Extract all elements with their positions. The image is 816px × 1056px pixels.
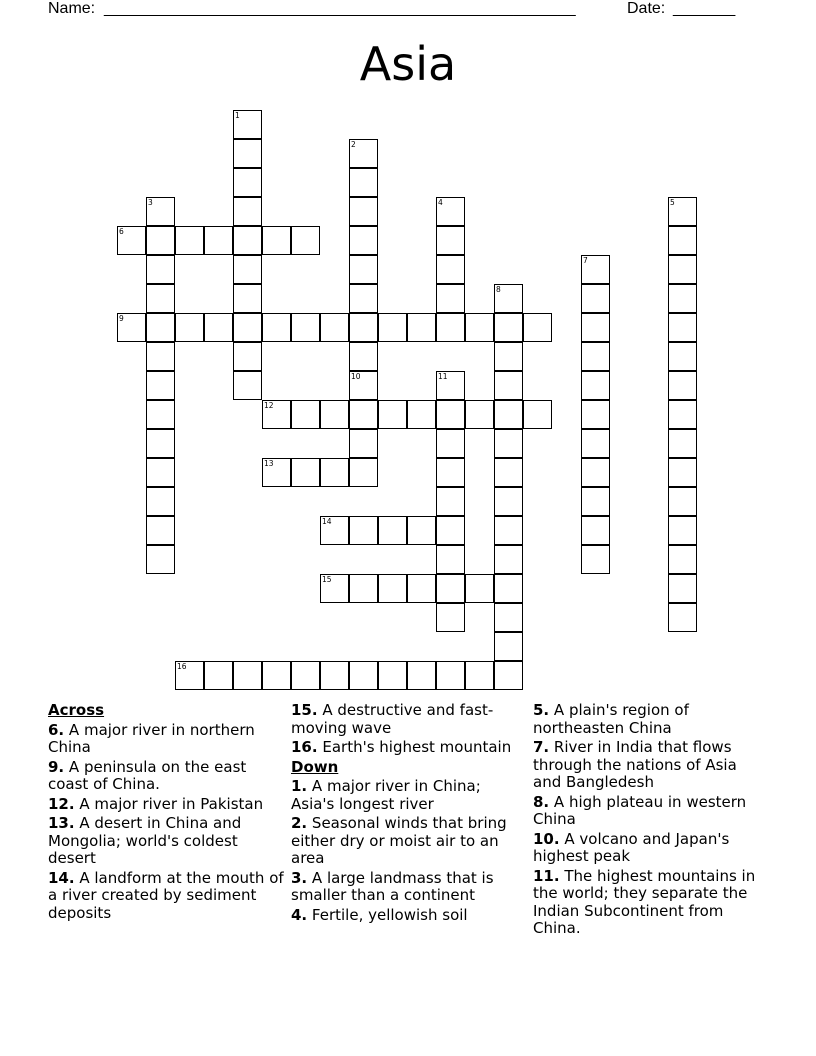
- crossword-cell[interactable]: [378, 574, 407, 603]
- clue-text: A plain's region of northeasten China: [533, 701, 689, 737]
- clue-number: 12.: [48, 794, 75, 813]
- crossword-cell[interactable]: [494, 545, 523, 574]
- crossword-cell[interactable]: [668, 545, 697, 574]
- crossword-cell[interactable]: [668, 342, 697, 371]
- crossword-cell[interactable]: [465, 661, 494, 690]
- crossword-cell[interactable]: [349, 313, 378, 342]
- crossword-cell[interactable]: [204, 313, 233, 342]
- crossword-cell[interactable]: [146, 458, 175, 487]
- clue-number: 2.: [291, 814, 308, 832]
- crossword-cell[interactable]: [436, 458, 465, 487]
- crossword-cell[interactable]: [494, 371, 523, 400]
- clue-text: A major river in China; Asia's longest river: [291, 777, 481, 813]
- clue-down-7: [533, 739, 769, 792]
- across-heading: Across: [48, 701, 105, 719]
- clue-number: 11.: [533, 866, 560, 885]
- crossword-cell[interactable]: [668, 197, 697, 226]
- cell-number: 4: [438, 198, 443, 207]
- crossword-cell[interactable]: [349, 458, 378, 487]
- crossword-cell[interactable]: [349, 661, 378, 690]
- crossword-cell[interactable]: [349, 429, 378, 458]
- crossword-cell[interactable]: [581, 429, 610, 458]
- crossword-cell[interactable]: [668, 400, 697, 429]
- cell-number: 8: [496, 285, 501, 294]
- clue-number: 1.: [291, 777, 308, 795]
- crossword-cell[interactable]: [262, 661, 291, 690]
- clue-column-3: [533, 702, 769, 940]
- clue-text: A destructive and fast-moving wave: [291, 701, 494, 737]
- clue-text: The highest mountains in the world; they separate the Indian Subcontinent from China.: [533, 866, 756, 937]
- crossword-cell[interactable]: [146, 313, 175, 342]
- crossword-cell[interactable]: [378, 313, 407, 342]
- clue-down-5: [533, 702, 769, 737]
- crossword-cell[interactable]: [494, 313, 523, 342]
- crossword-cell[interactable]: [436, 313, 465, 342]
- clue-down-10: [533, 831, 769, 866]
- crossword-cell[interactable]: [320, 516, 349, 545]
- crossword-cell[interactable]: [494, 632, 523, 661]
- cell-number: 1: [235, 111, 240, 120]
- crossword-cell[interactable]: [523, 313, 552, 342]
- crossword-cell[interactable]: [349, 574, 378, 603]
- crossword-cell[interactable]: [146, 487, 175, 516]
- clue-text: A peninsula on the east coast of China.: [48, 757, 247, 793]
- page-title: Asia: [359, 37, 457, 91]
- crossword-cell[interactable]: [233, 197, 262, 226]
- crossword-cell[interactable]: [291, 458, 320, 487]
- crossword-cell[interactable]: [320, 313, 349, 342]
- crossword-cell[interactable]: [233, 342, 262, 371]
- crossword-cell[interactable]: [349, 226, 378, 255]
- crossword-cell[interactable]: [494, 603, 523, 632]
- crossword-cell[interactable]: [146, 545, 175, 574]
- crossword-cell[interactable]: [349, 168, 378, 197]
- clue-text: River in India that flows through the nations of Asia and Bangledesh: [533, 738, 737, 791]
- crossword-cell[interactable]: [581, 516, 610, 545]
- clue-number: 16.: [291, 738, 318, 756]
- clue-number: 5.: [533, 701, 550, 719]
- clue-across-12: [48, 796, 284, 814]
- crossword-cell[interactable]: [668, 313, 697, 342]
- clue-number: 7.: [533, 738, 550, 756]
- crossword-cell[interactable]: [581, 487, 610, 516]
- clue-across-16: [291, 739, 527, 757]
- clue-across-14: [48, 870, 284, 923]
- crossword-cell[interactable]: [291, 226, 320, 255]
- crossword-cell[interactable]: [378, 400, 407, 429]
- crossword-cell[interactable]: [436, 400, 465, 429]
- crossword-cell[interactable]: [436, 255, 465, 284]
- crossword-cell[interactable]: [378, 516, 407, 545]
- clue-text: A major river in northern China: [48, 720, 255, 756]
- crossword-cell[interactable]: [175, 313, 204, 342]
- down-heading: Down: [291, 757, 339, 776]
- crossword-cell[interactable]: [146, 429, 175, 458]
- clue-down-4: [291, 907, 527, 925]
- clue-across-15: [291, 702, 527, 737]
- cell-number: 14: [322, 517, 332, 526]
- clue-text: A major river in Pakistan: [79, 794, 264, 813]
- crossword-cell[interactable]: [349, 139, 378, 168]
- cell-number: 11: [438, 372, 448, 381]
- clue-down-2: [291, 815, 527, 868]
- crossword-cell[interactable]: [436, 545, 465, 574]
- clue-text: A large landmass that is smaller than a continent: [291, 868, 494, 904]
- crossword-cell[interactable]: [465, 574, 494, 603]
- crossword-cell[interactable]: [117, 226, 146, 255]
- cell-number: 9: [119, 314, 124, 323]
- clue-down-3: [291, 870, 527, 905]
- crossword-cell[interactable]: [262, 400, 291, 429]
- clue-text: A landform at the mouth of a river created by sediment deposits: [48, 868, 284, 922]
- crossword-cell[interactable]: [465, 400, 494, 429]
- clue-number: 6.: [48, 720, 65, 739]
- crossword-cell[interactable]: [581, 342, 610, 371]
- crossword-cell[interactable]: [494, 342, 523, 371]
- clue-text: A volcano and Japan's highest peak: [533, 829, 730, 865]
- name-label: Name:: [48, 0, 96, 17]
- cell-number: 16: [177, 662, 187, 671]
- crossword-cell[interactable]: [146, 226, 175, 255]
- crossword-cell[interactable]: [233, 284, 262, 313]
- crossword-cell[interactable]: [494, 516, 523, 545]
- crossword-cell[interactable]: [233, 313, 262, 342]
- crossword-cell[interactable]: [407, 400, 436, 429]
- crossword-cell[interactable]: [349, 342, 378, 371]
- crossword-cell[interactable]: [349, 516, 378, 545]
- crossword-cell[interactable]: [204, 226, 233, 255]
- clue-down-1: [291, 778, 527, 813]
- crossword-cell[interactable]: [581, 255, 610, 284]
- crossword-cell[interactable]: [291, 661, 320, 690]
- clue-column-1: [48, 702, 284, 924]
- crossword-cell[interactable]: [320, 574, 349, 603]
- crossword-cell[interactable]: [436, 429, 465, 458]
- crossword-cell[interactable]: [349, 255, 378, 284]
- crossword-cell[interactable]: [233, 139, 262, 168]
- date-input-line[interactable]: _______: [673, 0, 736, 17]
- crossword-cell[interactable]: [668, 487, 697, 516]
- crossword-cell[interactable]: [494, 487, 523, 516]
- crossword-cell[interactable]: [407, 313, 436, 342]
- crossword-cell[interactable]: [146, 197, 175, 226]
- crossword-cell[interactable]: [262, 458, 291, 487]
- crossword-cell[interactable]: [465, 313, 494, 342]
- clue-text: Earth's highest mountain: [322, 738, 512, 756]
- crossword-cell[interactable]: [407, 661, 436, 690]
- cell-number: 10: [351, 372, 361, 381]
- clue-down-8: [533, 794, 769, 829]
- crossword-cell[interactable]: [349, 400, 378, 429]
- crossword-cell[interactable]: [320, 458, 349, 487]
- clue-across-6: [48, 722, 284, 757]
- crossword-cell[interactable]: [436, 516, 465, 545]
- crossword-cell[interactable]: [146, 342, 175, 371]
- crossword-cell[interactable]: [436, 661, 465, 690]
- crossword-cell[interactable]: [233, 371, 262, 400]
- clue-text: Seasonal winds that bring either dry or moist air to an area: [291, 814, 507, 867]
- crossword-cell[interactable]: [436, 226, 465, 255]
- crossword-cell[interactable]: [668, 284, 697, 313]
- crossword-cell[interactable]: [117, 313, 146, 342]
- clue-text: Fertile, yellowish soil: [311, 905, 468, 924]
- clue-across-13: [48, 815, 284, 868]
- crossword-cell[interactable]: [494, 458, 523, 487]
- clue-number: 10.: [533, 829, 560, 848]
- cell-number: 12: [264, 401, 274, 410]
- crossword-cell[interactable]: [436, 574, 465, 603]
- crossword-cell[interactable]: [320, 661, 349, 690]
- crossword-cell[interactable]: [668, 429, 697, 458]
- crossword-cell[interactable]: [581, 458, 610, 487]
- clue-number: 13.: [48, 814, 75, 832]
- crossword-cell[interactable]: [146, 255, 175, 284]
- crossword-cell[interactable]: [146, 284, 175, 313]
- clue-text: A desert in China and Mongolia; world's coldest desert: [48, 814, 242, 867]
- clue-number: 3.: [291, 868, 308, 887]
- clue-column-2: [291, 702, 527, 926]
- crossword-cell[interactable]: [436, 371, 465, 400]
- crossword-cell[interactable]: [320, 400, 349, 429]
- crossword-cell[interactable]: [494, 400, 523, 429]
- crossword-cell[interactable]: [436, 487, 465, 516]
- crossword-cell[interactable]: [407, 574, 436, 603]
- cell-number: 2: [351, 140, 356, 149]
- clue-down-11: [533, 868, 769, 938]
- crossword-cell[interactable]: [523, 400, 552, 429]
- clue-number: 4.: [291, 905, 308, 924]
- clue-number: 8.: [533, 792, 550, 811]
- crossword-cell[interactable]: [349, 284, 378, 313]
- crossword-cell[interactable]: [262, 226, 291, 255]
- crossword-cell[interactable]: [233, 110, 262, 139]
- crossword-cell[interactable]: [378, 661, 407, 690]
- crossword-cell[interactable]: [233, 168, 262, 197]
- crossword-cell[interactable]: [349, 371, 378, 400]
- crossword-cell[interactable]: [233, 255, 262, 284]
- cell-number: 15: [322, 575, 332, 584]
- crossword-cell[interactable]: [581, 400, 610, 429]
- crossword-cell[interactable]: [668, 603, 697, 632]
- crossword-cell[interactable]: [175, 226, 204, 255]
- cell-number: 5: [670, 198, 675, 207]
- crossword-cell[interactable]: [146, 516, 175, 545]
- crossword-cell[interactable]: [436, 603, 465, 632]
- crossword-cell[interactable]: [668, 255, 697, 284]
- crossword-cell[interactable]: [668, 516, 697, 545]
- crossword-cell[interactable]: [581, 284, 610, 313]
- cell-number: 13: [264, 459, 274, 468]
- crossword-cell[interactable]: [233, 661, 262, 690]
- crossword-cell[interactable]: [291, 400, 320, 429]
- cell-number: 3: [148, 198, 153, 207]
- crossword-cell[interactable]: [436, 284, 465, 313]
- crossword-cell[interactable]: [175, 661, 204, 690]
- clue-number: 14.: [48, 868, 75, 887]
- crossword-cell[interactable]: [146, 400, 175, 429]
- crossword-cell[interactable]: [668, 371, 697, 400]
- crossword-cell[interactable]: [668, 574, 697, 603]
- cell-number: 7: [583, 256, 588, 265]
- crossword-cell[interactable]: [581, 545, 610, 574]
- crossword-cell[interactable]: [668, 458, 697, 487]
- clue-across-9: [48, 759, 284, 794]
- crossword-cell[interactable]: [494, 284, 523, 313]
- crossword-cell[interactable]: [668, 226, 697, 255]
- crossword-cell[interactable]: [291, 313, 320, 342]
- crossword-cell[interactable]: [349, 197, 378, 226]
- crossword-cell[interactable]: [262, 313, 291, 342]
- crossword-cell[interactable]: [233, 226, 262, 255]
- name-input-line[interactable]: _____________________________________________________: [104, 0, 576, 17]
- crossword-cell[interactable]: [146, 371, 175, 400]
- crossword-cell[interactable]: [204, 661, 233, 690]
- crossword-cell[interactable]: [407, 516, 436, 545]
- crossword-cell[interactable]: [581, 313, 610, 342]
- crossword-cell[interactable]: [494, 429, 523, 458]
- crossword-cell[interactable]: [494, 661, 523, 690]
- clue-number: 9.: [48, 757, 65, 776]
- cell-number: 6: [119, 227, 124, 236]
- crossword-cell[interactable]: [581, 371, 610, 400]
- clue-text: A high plateau in western China: [533, 792, 747, 828]
- crossword-cell[interactable]: [494, 574, 523, 603]
- clue-number: 15.: [291, 701, 318, 719]
- crossword-cell[interactable]: [436, 197, 465, 226]
- date-label: Date:: [627, 0, 666, 17]
